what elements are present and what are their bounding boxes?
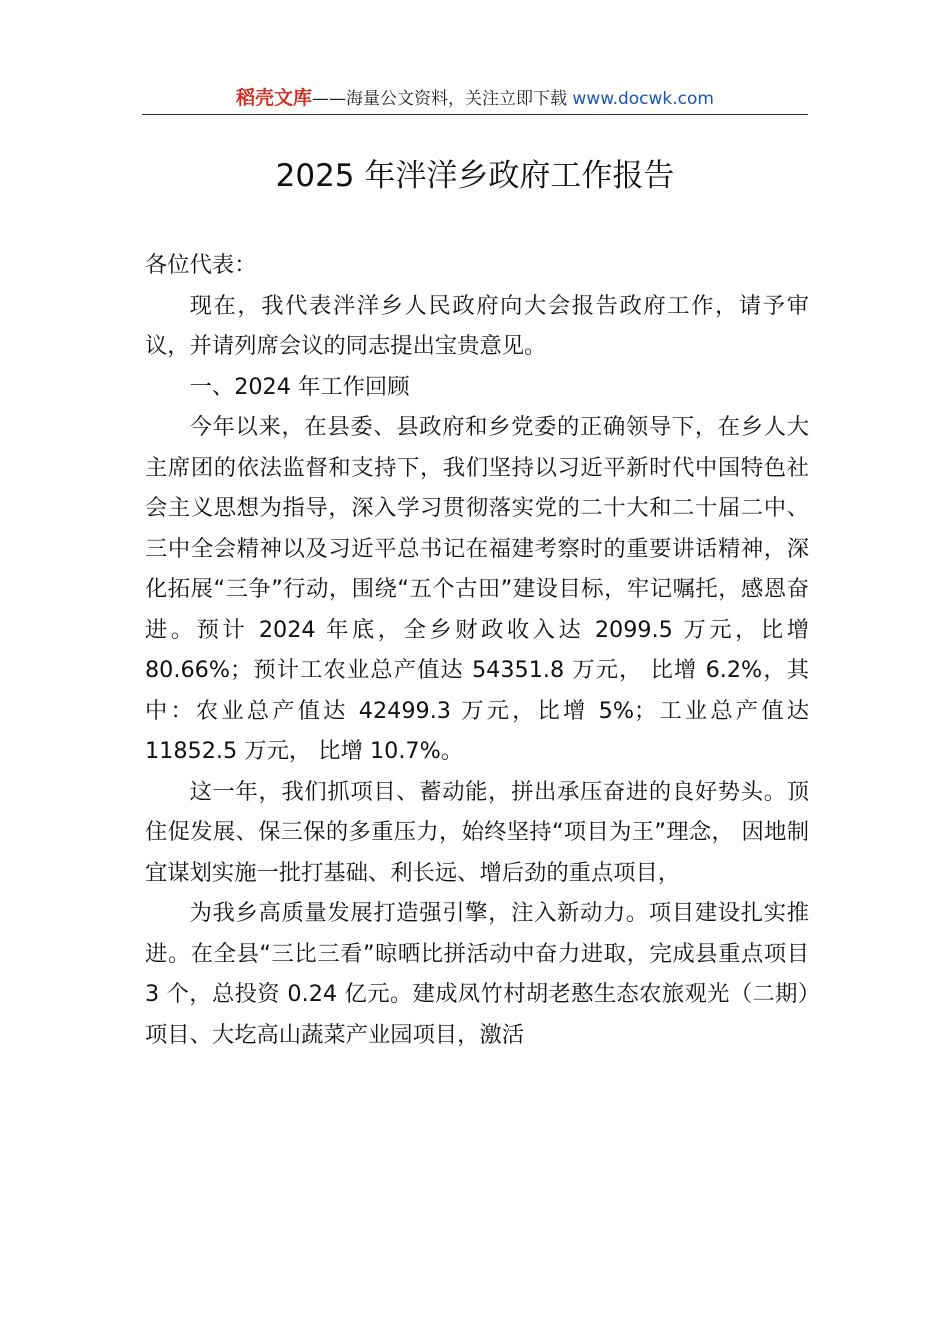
document-body <box>145 245 809 1055</box>
header-slogan: ——海量公文资料，关注立即下载 <box>312 89 573 109</box>
section-heading: 一、2024 年工作回顾 <box>189 373 410 400</box>
salutation: 各位代表： <box>145 252 257 278</box>
paragraph-projects: 这一年，我们抓项目、蓄动能，拼出承压奋进的良好势头。顶住促发展、保三保的多重压力，始终坚持“项目为王”理念， 因地制宜谋划实施一批打基础、利长远、增后劲的重点项目， <box>145 778 809 886</box>
paragraph-overview: 今年以来，在县委、县政府和乡党委的正确领导下，在乡人大主席团的依法监督和支持下，我们坚持以习近平新时代中国特色社会主义思想为指导，深入学习贯彻落实党的二十大和二十届二中、三中全会精神以及习近平总书记在福建考察时的重要讲话精神，深化拓展“三争”行动，围绕“五个古田”建设目标，牢记嘱托，感恩奋进。预计 2024 年底，全乡财政收入达 2099.5 万元，比增 80.66%；预计工农业总产值达 54351.8 万元， 比增 6.2%，其中：农业总产值达 42499.3 万元，比增 5%；工业总产值达 11852.5 万元， 比增 10.7%。 <box>145 414 809 764</box>
brand-name: 稻壳文库 <box>236 87 313 109</box>
paragraph-intro: 现在，我代表泮洋乡人民政府向大会报告政府工作，请予审议，并请列席会议的同志提出宝贵意见。 <box>145 292 809 359</box>
paragraph-engine: 为我乡高质量发展打造强引擎，注入新动力。项目建设扎实推进。在全县“三比三看”晾晒比拼活动中奋力进取，完成县重点项目 3 个，总投资 0.24 亿元。建成凤竹村胡老憨生态农旅观光（二期）项目、大圪高山蔬菜产业园项目，激活 <box>145 900 809 1048</box>
document-header <box>142 84 808 115</box>
document-title: 2025 年泮洋乡政府工作报告 <box>275 158 675 194</box>
site-link[interactable]: www.docwk.com <box>572 89 714 109</box>
